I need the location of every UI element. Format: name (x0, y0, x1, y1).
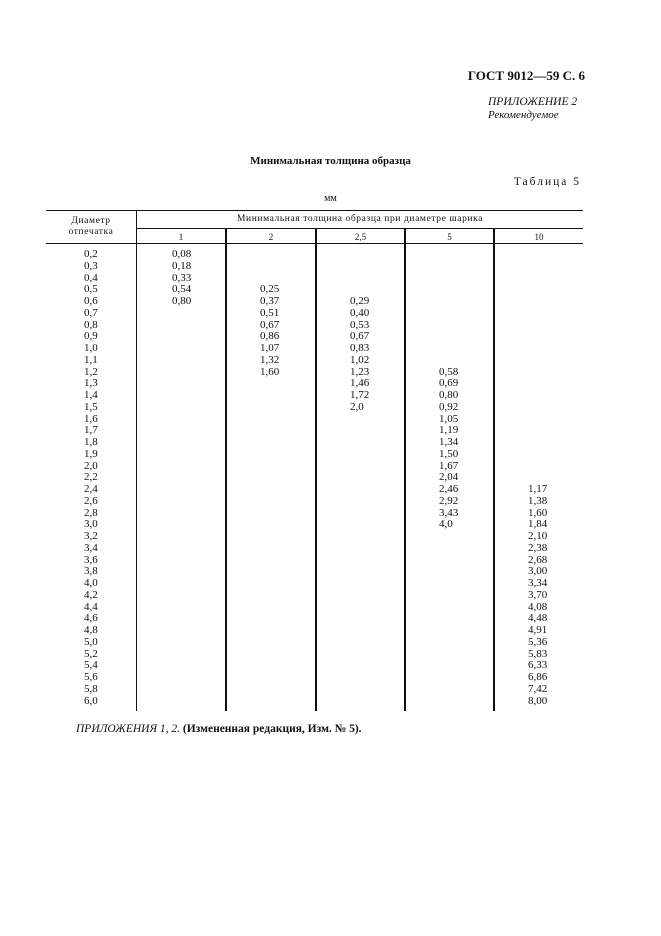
diameter-cell: 4,6 (84, 612, 98, 625)
diameter-cell: 0,5 (84, 283, 98, 296)
thickness-cell: 0,08 (172, 248, 192, 260)
header-group: Минимальная толщина образца при диаметре шарика (236, 214, 484, 224)
thickness-cell: 6,86 (528, 671, 548, 683)
thickness-cell: 0,86 (260, 330, 280, 343)
table-top-rule (46, 210, 583, 211)
thickness-cell: 0,69 (439, 377, 459, 390)
diameter-cell: 1,5 (84, 400, 98, 413)
thickness-cell: 4,0 (439, 518, 453, 531)
thickness-cell: 5,36 (528, 635, 548, 648)
ball-diameter-5: 5 (447, 232, 452, 242)
footer-note (76, 723, 362, 735)
thickness-cell: 1,32 (260, 353, 280, 366)
thickness-cell: 2,46 (439, 483, 459, 495)
thickness-cell: 1,07 (260, 342, 280, 354)
diameter-cell: 4,4 (84, 600, 98, 613)
thickness-cell: 4,48 (528, 612, 548, 625)
diameter-cell: 5,6 (84, 671, 98, 683)
diameter-cell: 3,0 (84, 518, 98, 531)
page-header: ГОСТ 9012—59 С. 6 (467, 68, 585, 83)
thickness-cell: 3,00 (528, 565, 548, 578)
diameter-cell: 5,0 (84, 635, 98, 648)
diameter-cell: 1,2 (84, 365, 98, 378)
thickness-cell: 0,83 (350, 342, 370, 354)
thickness-cell: 0,18 (172, 259, 192, 272)
diameter-cell: 1,4 (84, 389, 98, 401)
thickness-cell: 1,17 (528, 483, 548, 495)
thickness-cell: 2,04 (439, 471, 459, 484)
ball-diameter-2-5: 2,5 (354, 232, 367, 242)
thickness-cell: 3,70 (528, 588, 548, 601)
thickness-cell: 0,33 (172, 271, 192, 284)
thickness-cell: 0,67 (260, 318, 280, 331)
divider-2 (315, 228, 317, 711)
thickness-cell: 1,67 (439, 459, 459, 472)
diameter-cell: 2,0 (84, 459, 98, 472)
diameter-cell: 3,8 (84, 565, 98, 578)
thickness-cell: 0,53 (350, 318, 370, 331)
diameter-cell: 0,4 (84, 271, 98, 284)
table-title: Минимальная толщина образца (250, 155, 411, 167)
ball-diameter-2: 2 (268, 232, 274, 242)
thickness-cell: 1,46 (350, 377, 370, 390)
divider-4 (493, 228, 495, 711)
thickness-cell: 1,23 (350, 365, 370, 378)
diameter-column (84, 249, 98, 707)
thickness-cell: 4,91 (528, 624, 548, 636)
thickness-cell: 1,34 (439, 436, 459, 448)
diameter-cell: 6,0 (84, 694, 98, 707)
thickness-cell: 0,54 (172, 283, 192, 296)
diameter-cell: 5,4 (84, 659, 98, 672)
thickness-cell: 0,92 (439, 400, 459, 413)
diameter-cell: 1,7 (84, 424, 98, 437)
thickness-column-ball-2-5 (350, 296, 369, 414)
thickness-cell: 2,10 (528, 530, 548, 542)
thickness-column-ball-5 (439, 367, 458, 532)
thickness-cell: 1,50 (439, 447, 459, 460)
thickness-cell: 1,60 (528, 506, 548, 519)
diameter-cell: 0,8 (84, 318, 98, 331)
diameter-cell: 5,2 (84, 647, 98, 660)
thickness-column-ball-2 (260, 284, 279, 378)
thickness-cell: 4,08 (528, 600, 548, 613)
diameter-cell: 0,9 (84, 330, 98, 343)
diameter-cell: 4,0 (84, 577, 98, 589)
diameter-cell: 4,2 (84, 588, 98, 601)
diameter-cell: 0,6 (84, 295, 98, 307)
diameter-cell: 2,6 (84, 494, 98, 507)
thickness-cell: 8,00 (528, 694, 548, 707)
divider-left (136, 210, 137, 711)
appendix-status: Рекомендуемое (488, 109, 559, 121)
diameter-cell: 0,7 (84, 306, 98, 319)
thickness-cell: 0,80 (172, 295, 192, 307)
thickness-cell: 0,40 (350, 306, 370, 319)
diameter-cell: 1,3 (84, 377, 98, 390)
diameter-cell: 1,6 (84, 412, 98, 425)
diameter-cell: 1,1 (84, 353, 98, 366)
diameter-cell: 4,8 (84, 624, 98, 636)
table-number: Таблица 5 (513, 176, 581, 188)
thickness-column-ball-10 (528, 484, 547, 707)
thickness-column-ball-1 (172, 249, 191, 308)
unit-label: мм (324, 193, 337, 204)
header-diameter-line2: отпечатка (68, 227, 114, 237)
thickness-cell: 1,84 (528, 518, 548, 531)
diameter-cell: 1,8 (84, 436, 98, 448)
thickness-cell: 0,58 (439, 365, 459, 378)
thickness-cell: 1,72 (350, 389, 370, 401)
diameter-cell: 3,6 (84, 553, 98, 566)
ball-diameter-1: 1 (178, 232, 184, 242)
thickness-cell: 0,67 (350, 330, 370, 343)
diameter-cell: 5,8 (84, 682, 98, 695)
thickness-cell: 0,37 (260, 295, 280, 307)
thickness-cell: 0,51 (260, 306, 280, 319)
thickness-cell: 5,83 (528, 647, 548, 660)
thickness-cell: 3,34 (528, 577, 548, 589)
thickness-cell: 2,68 (528, 553, 548, 566)
appendix-label: ПРИЛОЖЕНИЕ 2 (488, 96, 578, 108)
diameter-cell: 3,4 (84, 541, 98, 554)
diameter-cell: 0,2 (84, 248, 98, 260)
thickness-cell: 1,19 (439, 424, 459, 437)
group-header-rule (137, 228, 583, 229)
thickness-cell: 1,38 (528, 494, 548, 507)
thickness-cell: 2,38 (528, 541, 548, 554)
thickness-cell: 1,60 (260, 365, 280, 378)
thickness-cell: 2,0 (350, 400, 364, 413)
thickness-cell: 7,42 (528, 682, 548, 695)
header-diameter-line1: Диаметр (71, 216, 111, 226)
thickness-cell: 0,25 (260, 283, 280, 296)
footer-italic: ПРИЛОЖЕНИЯ 1, 2. (76, 723, 181, 735)
diameter-cell: 2,8 (84, 506, 98, 519)
thickness-cell: 0,29 (350, 295, 370, 307)
diameter-cell: 1,9 (84, 447, 98, 460)
diameter-cell: 2,4 (84, 483, 98, 495)
thickness-cell: 0,80 (439, 389, 459, 401)
thickness-cell: 6,33 (528, 659, 548, 672)
thickness-cell: 2,92 (439, 494, 459, 507)
divider-1 (225, 228, 227, 711)
diameter-cell: 3,2 (84, 530, 98, 542)
thickness-cell: 3,43 (439, 506, 459, 519)
diameter-cell: 0,3 (84, 259, 98, 272)
diameter-cell: 1,0 (84, 342, 98, 354)
thickness-cell: 1,05 (439, 412, 459, 425)
divider-3 (404, 228, 406, 711)
diameter-cell: 2,2 (84, 471, 98, 484)
ball-diameter-10: 10 (534, 232, 544, 242)
thickness-cell: 1,02 (350, 353, 370, 366)
footer-bold: (Измененная редакция, Изм. № 5). (182, 723, 362, 735)
